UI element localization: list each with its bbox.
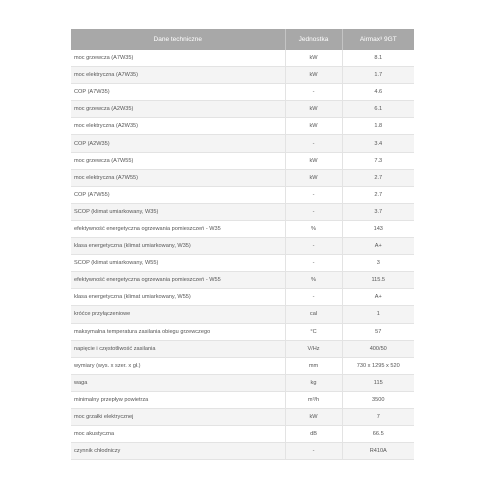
value-cell: 143 — [342, 220, 414, 237]
table-row — [71, 289, 414, 306]
value-cell: A+ — [342, 289, 414, 306]
value-cell: 6.1 — [342, 101, 414, 118]
value-cell: 4.6 — [342, 84, 414, 101]
unit-cell: kW — [285, 169, 342, 186]
value-cell: 2.7 — [342, 169, 414, 186]
param-cell: maksymalna temperatura zasilania obiegu grzewczego — [71, 323, 285, 340]
table-row — [71, 50, 414, 67]
param-cell: klasa energetyczna (klimat umiarkowany, W35) — [71, 238, 285, 255]
param-cell: wymiary (wys. x szer. x gł.) — [71, 357, 285, 374]
value-cell: 7 — [342, 408, 414, 425]
value-cell: 8.1 — [342, 50, 414, 67]
unit-cell: - — [285, 255, 342, 272]
table-row — [71, 357, 414, 374]
value-cell: 1 — [342, 306, 414, 323]
unit-cell: - — [285, 289, 342, 306]
table-row — [71, 135, 414, 152]
table-row — [71, 391, 414, 408]
param-cell: moc akustyczna — [71, 426, 285, 443]
header-technical-data: Dane techniczne — [71, 29, 285, 50]
unit-cell: dB — [285, 426, 342, 443]
table-row — [71, 101, 414, 118]
table-row — [71, 374, 414, 391]
table-row — [71, 272, 414, 289]
unit-cell: °C — [285, 323, 342, 340]
value-cell: 3500 — [342, 391, 414, 408]
value-cell: R410A — [342, 443, 414, 460]
unit-cell: % — [285, 220, 342, 237]
table-row — [71, 408, 414, 425]
unit-cell: mm — [285, 357, 342, 374]
param-cell: moc grzewcza (A7W55) — [71, 152, 285, 169]
table-row — [71, 306, 414, 323]
unit-cell: kW — [285, 118, 342, 135]
unit-cell: m³/h — [285, 391, 342, 408]
param-cell: moc elektryczna (A7W35) — [71, 67, 285, 84]
value-cell: 3.4 — [342, 135, 414, 152]
header-model: Airmax³ 9GT — [342, 29, 414, 50]
table-row — [71, 323, 414, 340]
table-row — [71, 238, 414, 255]
unit-cell: kg — [285, 374, 342, 391]
header-unit: Jednostka — [285, 29, 342, 50]
param-cell: moc grzewcza (A7W35) — [71, 50, 285, 67]
param-cell: SCOP (klimat umiarkowany, W35) — [71, 203, 285, 220]
table-row — [71, 443, 414, 460]
value-cell: 1.7 — [342, 67, 414, 84]
unit-cell: % — [285, 272, 342, 289]
param-cell: króćce przyłączeniowe — [71, 306, 285, 323]
table-row — [71, 169, 414, 186]
unit-cell: - — [285, 238, 342, 255]
value-cell: 7.3 — [342, 152, 414, 169]
param-cell: moc elektryczna (A7W55) — [71, 169, 285, 186]
param-cell: czynnik chłodniczy — [71, 443, 285, 460]
param-cell: napięcie i częstotliwość zasilania — [71, 340, 285, 357]
unit-cell: - — [285, 186, 342, 203]
param-cell: efektywność energetyczna ogrzewania pomieszczeń - W35 — [71, 220, 285, 237]
value-cell: 66.5 — [342, 426, 414, 443]
param-cell: klasa energetyczna (klimat umiarkowany, W55) — [71, 289, 285, 306]
param-cell: COP (A7W55) — [71, 186, 285, 203]
table-row — [71, 203, 414, 220]
value-cell: 1.8 — [342, 118, 414, 135]
unit-cell: kW — [285, 152, 342, 169]
param-cell: minimalny przepływ powietrza — [71, 391, 285, 408]
spec-table-container — [71, 29, 414, 460]
technical-data-table — [71, 29, 414, 460]
unit-cell: - — [285, 443, 342, 460]
unit-cell: kW — [285, 50, 342, 67]
table-row — [71, 255, 414, 272]
table-row — [71, 118, 414, 135]
table-header-row — [71, 29, 414, 50]
table-row — [71, 220, 414, 237]
param-cell: COP (A2W35) — [71, 135, 285, 152]
param-cell: moc grzałki elektrycznej — [71, 408, 285, 425]
value-cell: 115.5 — [342, 272, 414, 289]
value-cell: 3 — [342, 255, 414, 272]
value-cell: 57 — [342, 323, 414, 340]
table-row — [71, 186, 414, 203]
table-row — [71, 340, 414, 357]
table-row — [71, 426, 414, 443]
unit-cell: - — [285, 84, 342, 101]
table-row — [71, 67, 414, 84]
value-cell: 730 x 1295 x 520 — [342, 357, 414, 374]
param-cell: moc grzewcza (A2W35) — [71, 101, 285, 118]
unit-cell: cal — [285, 306, 342, 323]
unit-cell: kW — [285, 408, 342, 425]
value-cell: 115 — [342, 374, 414, 391]
param-cell: COP (A7W35) — [71, 84, 285, 101]
table-body — [71, 50, 414, 460]
value-cell: 2.7 — [342, 186, 414, 203]
param-cell: efektywność energetyczna ogrzewania pomieszczeń - W55 — [71, 272, 285, 289]
unit-cell: V/Hz — [285, 340, 342, 357]
value-cell: 3.7 — [342, 203, 414, 220]
value-cell: A+ — [342, 238, 414, 255]
unit-cell: kW — [285, 67, 342, 84]
unit-cell: - — [285, 203, 342, 220]
unit-cell: - — [285, 135, 342, 152]
table-row — [71, 84, 414, 101]
param-cell: moc elektryczna (A2W35) — [71, 118, 285, 135]
value-cell: 400/50 — [342, 340, 414, 357]
unit-cell: kW — [285, 101, 342, 118]
table-row — [71, 152, 414, 169]
param-cell: SCOP (klimat umiarkowany, W55) — [71, 255, 285, 272]
param-cell: waga — [71, 374, 285, 391]
